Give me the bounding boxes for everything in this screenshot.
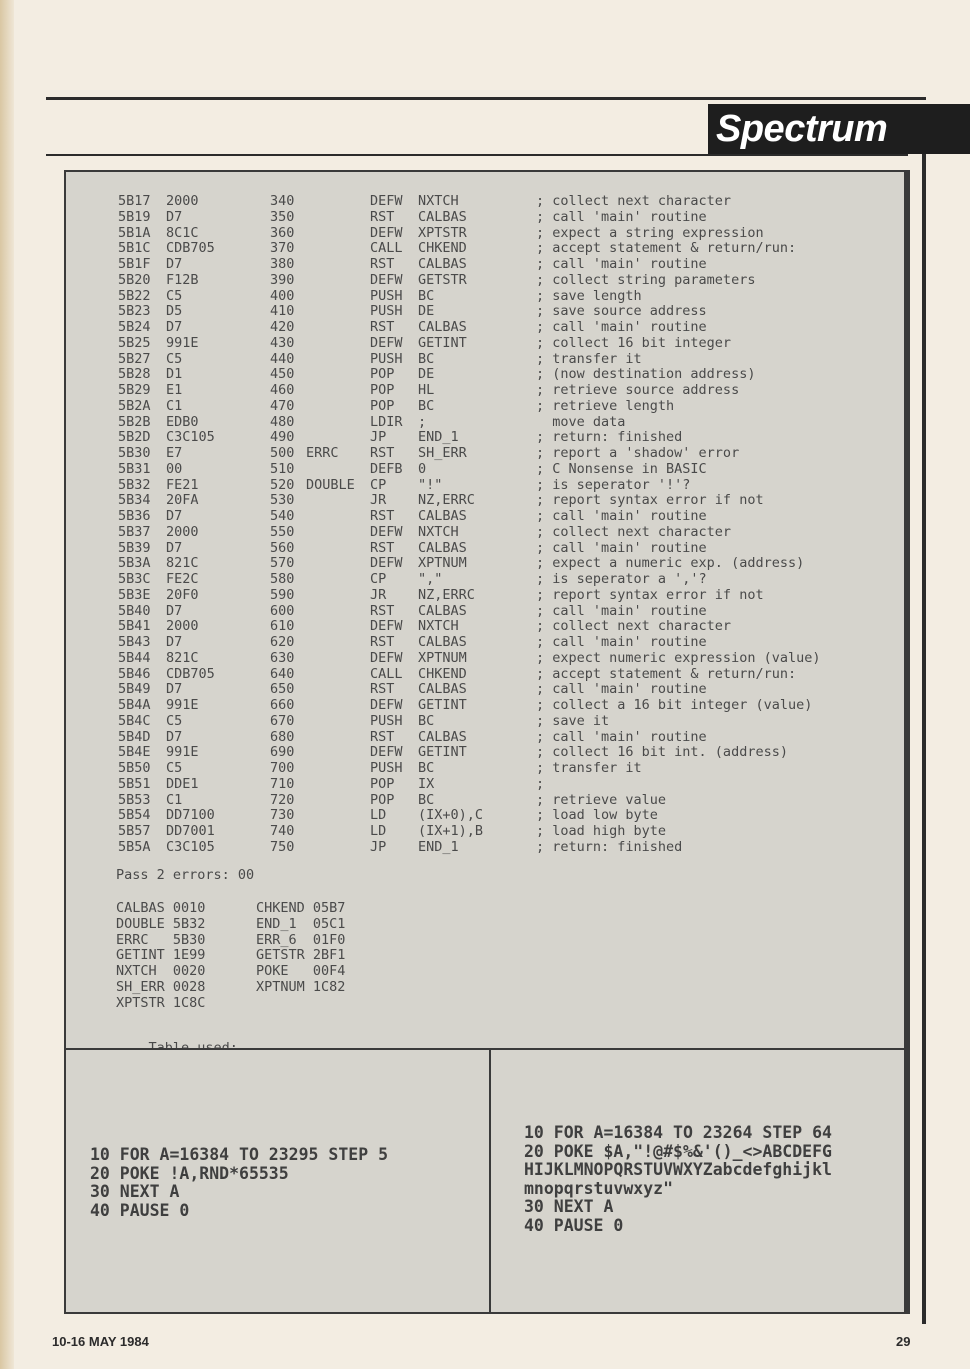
listing-op: DEFW xyxy=(370,697,403,713)
listing-addr: 5B46 xyxy=(118,665,151,682)
listing-line: 420 xyxy=(270,319,295,335)
listing-comment: ; (now destination address) xyxy=(536,366,756,383)
listing-comment: ; retrieve source address xyxy=(536,382,740,398)
listing-op: PUSH xyxy=(370,760,403,776)
listing-comment: ; return: finished xyxy=(536,838,683,855)
listing-op: PUSH xyxy=(370,287,403,304)
listing-comment: ; call 'main' routine xyxy=(536,319,707,335)
listing-line: 350 xyxy=(270,208,295,225)
listing-arg: BC xyxy=(418,287,435,304)
listing-comment: ; call 'main' routine xyxy=(536,508,707,524)
listing-bytes: CDB705 xyxy=(166,240,215,257)
listing-op: JR xyxy=(370,586,387,603)
listing-arg: GETINT xyxy=(418,334,467,351)
listing-arg: BC xyxy=(418,760,435,776)
listing-op: RST xyxy=(370,634,395,650)
listing-comment: ; collect 16 bit integer xyxy=(536,334,732,351)
listing-op: POP xyxy=(370,382,395,398)
listing-arg: CHKEND xyxy=(418,665,467,682)
symbol-entry: GETSTR 2BF1 xyxy=(256,947,346,964)
listing-op: DEFW xyxy=(370,224,403,241)
listing-arg: "," xyxy=(418,571,443,587)
listing-addr: 5B1C xyxy=(118,240,151,257)
listing-line: 480 xyxy=(270,413,295,430)
listing-addr: 5B54 xyxy=(118,807,151,824)
listing-bytes: D7 xyxy=(166,539,183,556)
listing-bytes: C5 xyxy=(166,287,183,304)
listing-comment: ; accept statement & return/run: xyxy=(536,665,797,682)
basic-program-left xyxy=(90,1146,388,1220)
listing-addr: 5B41 xyxy=(118,618,151,635)
listing-op: RST xyxy=(370,681,395,698)
listing-op: POP xyxy=(370,791,395,808)
listing-comment: ; expect numeric expression (value) xyxy=(536,649,821,666)
listing-addr: 5B57 xyxy=(118,823,151,839)
listing-arg: NXTCH xyxy=(418,618,459,635)
listing-bytes: 821C xyxy=(166,649,199,666)
listing-arg: BC xyxy=(418,712,435,729)
listing-addr: 5B4D xyxy=(118,728,151,745)
listing-comment: ; is seperator '!'? xyxy=(536,476,691,493)
listing-comment: ; collect next character xyxy=(536,523,732,540)
listing-comment: ; is seperator a ','? xyxy=(536,571,707,587)
section-banner: Spectrum xyxy=(708,104,970,154)
listing-line: 610 xyxy=(270,618,295,635)
header-rule-lower xyxy=(46,154,908,156)
listing-comment: ; retrieve value xyxy=(536,791,667,808)
listing-arg: GETINT xyxy=(418,697,467,713)
listing-op: DEFB xyxy=(370,460,403,477)
symbol-entry: POKE 00F4 xyxy=(256,963,346,980)
listing-op: LD xyxy=(370,807,387,824)
basic-line: 40 PAUSE 0 xyxy=(90,1200,190,1220)
listing-bytes: E1 xyxy=(166,382,183,398)
listing-comment: ; call 'main' routine xyxy=(536,634,707,650)
listing-arg: CALBAS xyxy=(418,728,467,745)
listing-addr: 5B53 xyxy=(118,791,151,808)
listing-addr: 5B19 xyxy=(118,208,151,225)
listing-addr: 5B34 xyxy=(118,492,151,509)
listing-line: 430 xyxy=(270,334,295,351)
listing-bytes: D7 xyxy=(166,208,183,225)
listing-arg: END_1 xyxy=(418,429,459,446)
listing-bytes: D7 xyxy=(166,681,183,698)
listing-comment: ; collect a 16 bit integer (value) xyxy=(536,697,813,713)
listing-comment: ; call 'main' routine xyxy=(536,602,707,619)
listing-arg: NZ,ERRC xyxy=(418,586,475,603)
listing-line: 690 xyxy=(270,744,295,761)
listing-line: 650 xyxy=(270,681,295,698)
listing-bytes: FE21 xyxy=(166,476,199,493)
symbol-entry: ERRC 5B30 xyxy=(116,931,206,948)
listing-arg: SH_ERR xyxy=(418,445,467,461)
listing-addr: 5B4A xyxy=(118,697,151,713)
listing-arg: GETINT xyxy=(418,744,467,761)
listing-op: RST xyxy=(370,208,395,225)
listing-arg: NXTCH xyxy=(418,193,459,209)
listing-bytes: C5 xyxy=(166,350,183,367)
listing-line: 670 xyxy=(270,712,295,729)
listing-addr: 5B36 xyxy=(118,508,151,524)
listing-bytes: 991E xyxy=(166,744,199,761)
listing-addr: 5B23 xyxy=(118,303,151,320)
listing-comment: ; report syntax error if not xyxy=(536,586,764,603)
listing-bytes: D7 xyxy=(166,256,183,272)
listing-bytes: FE2C xyxy=(166,571,199,587)
listing-arg: BC xyxy=(418,791,435,808)
basic-program-right xyxy=(524,1124,832,1236)
listing-addr: 5B37 xyxy=(118,523,151,540)
listing-op: DEFW xyxy=(370,523,403,540)
listing-op: DEFW xyxy=(370,555,403,572)
listing-comment: ; collect next character xyxy=(536,618,732,635)
listing-bytes: DDE1 xyxy=(166,775,199,792)
listing-line: 750 xyxy=(270,838,295,855)
listing-bytes: DD7100 xyxy=(166,807,215,824)
listing-op: JP xyxy=(370,429,387,446)
listing-line: 540 xyxy=(270,508,295,524)
listing-line: 360 xyxy=(270,224,295,241)
listing-line: 390 xyxy=(270,271,295,288)
listing-op: DEFW xyxy=(370,618,403,635)
listing-line: 490 xyxy=(270,429,295,446)
listing-op: CALL xyxy=(370,240,403,257)
listing-bytes: D7 xyxy=(166,602,183,619)
listing-arg: CHKEND xyxy=(418,240,467,257)
listing-bytes: C5 xyxy=(166,712,183,729)
listing-arg: CALBAS xyxy=(418,508,467,524)
listing-arg: DE xyxy=(418,366,435,383)
symbol-entry: SH_ERR 0028 xyxy=(116,979,206,995)
listing-addr: 5B2B xyxy=(118,413,151,430)
listing-op: RST xyxy=(370,319,395,335)
listing-bytes: 2000 xyxy=(166,618,199,635)
listing-addr: 5B51 xyxy=(118,775,151,792)
listing-op: RST xyxy=(370,256,395,272)
listing-comment: ; collect string parameters xyxy=(536,271,756,288)
listing-line: 570 xyxy=(270,555,295,572)
listing-arg: 0 xyxy=(418,460,427,477)
listing-addr: 5B50 xyxy=(118,760,151,776)
listing-line: 470 xyxy=(270,397,295,414)
listing-addr: 5B2D xyxy=(118,429,151,446)
listing-bytes: 991E xyxy=(166,697,199,713)
listing-bytes: C3C105 xyxy=(166,429,215,446)
basic-line: 30 NEXT A xyxy=(524,1197,614,1217)
listing-bytes: DD7001 xyxy=(166,823,215,839)
program-divider xyxy=(489,1050,491,1314)
symbol-entry: CHKEND 05B7 xyxy=(256,900,346,916)
listing-op: DEFW xyxy=(370,744,403,761)
listing-line: 710 xyxy=(270,775,295,792)
listing-arg: ; xyxy=(418,413,427,430)
listing-line: 600 xyxy=(270,602,295,619)
listing-op: CP xyxy=(370,571,387,587)
listing-addr: 5B2A xyxy=(118,397,151,414)
basic-line: mnopqrstuvwxyz" xyxy=(524,1178,674,1198)
listing-op: RST xyxy=(370,728,395,745)
listing-line: 640 xyxy=(270,665,295,682)
listing-addr: 5B32 xyxy=(118,476,151,493)
listing-addr: 5B17 xyxy=(118,193,151,209)
listing-comment: ; report a 'shadow' error xyxy=(536,445,740,461)
issue-date: 10-16 MAY 1984 xyxy=(52,1334,149,1349)
basic-line: 20 POKE $A,"!@#$%&'()_<>ABCDEFG xyxy=(524,1141,832,1161)
listing-line: 370 xyxy=(270,240,295,257)
listing-addr: 5B29 xyxy=(118,382,151,398)
listing-line: 630 xyxy=(270,649,295,666)
listing-addr: 5B3A xyxy=(118,555,151,572)
listing-addr: 5B39 xyxy=(118,539,151,556)
listing-arg: CALBAS xyxy=(418,681,467,698)
listing-arg: GETSTR xyxy=(418,271,467,288)
listing-bytes: EDB0 xyxy=(166,413,199,430)
listing-addr: 5B31 xyxy=(118,460,151,477)
listing-line: 440 xyxy=(270,350,295,367)
listing-op: PUSH xyxy=(370,712,403,729)
listing-bytes: 00 xyxy=(166,460,183,477)
symbol-entry: XPTSTR 1C8C xyxy=(116,994,206,1011)
symbol-entry: XPTNUM 1C82 xyxy=(256,979,346,995)
listing-comment: ; load high byte xyxy=(536,823,667,839)
listing-bytes: F12B xyxy=(166,271,199,288)
listing-line: 730 xyxy=(270,807,295,824)
listing-line: 660 xyxy=(270,697,295,713)
listing-arg: CALBAS xyxy=(418,319,467,335)
listing-comment: ; expect a numeric exp. (address) xyxy=(536,555,805,572)
assembly-listing xyxy=(64,170,910,1050)
listing-addr: 5B28 xyxy=(118,366,151,383)
listing-addr: 5B4C xyxy=(118,712,151,729)
listing-line: 510 xyxy=(270,460,295,477)
listing-arg: END_1 xyxy=(418,838,459,855)
listing-addr: 5B30 xyxy=(118,445,151,461)
listing-op: RST xyxy=(370,508,395,524)
listing-addr: 5B4E xyxy=(118,744,151,761)
listing-bytes: C3C105 xyxy=(166,838,215,855)
listing-comment: ; call 'main' routine xyxy=(536,539,707,556)
listing-arg: (IX+1),B xyxy=(418,823,484,839)
listing-arg: CALBAS xyxy=(418,634,467,650)
listing-op: RST xyxy=(370,445,395,461)
listing-op: PUSH xyxy=(370,350,403,367)
listing-bytes: 20FA xyxy=(166,492,199,509)
listing-op: POP xyxy=(370,775,395,792)
listing-op: RST xyxy=(370,602,395,619)
listing-comment: ; report syntax error if not xyxy=(536,492,764,509)
listing-comment: ; transfer it xyxy=(536,760,642,776)
listing-addr: 5B43 xyxy=(118,634,151,650)
listing-addr: 5B1F xyxy=(118,256,151,272)
symbol-entry: END_1 05C1 xyxy=(256,915,346,932)
header-rule xyxy=(46,97,926,100)
listing-comment: ; return: finished xyxy=(536,429,683,446)
listing-bytes: 2000 xyxy=(166,193,199,209)
listing-op: DEFW xyxy=(370,334,403,351)
listing-bytes: 2000 xyxy=(166,523,199,540)
listing-arg: BC xyxy=(418,350,435,367)
pass2-errors: Pass 2 errors: 00 xyxy=(116,867,255,883)
listing-arg: CALBAS xyxy=(418,539,467,556)
listing-arg: CALBAS xyxy=(418,256,467,272)
listing-line: 380 xyxy=(270,256,295,272)
listing-arg: (IX+0),C xyxy=(418,807,484,824)
listing-comment: ; save it xyxy=(536,712,610,729)
page-number: 29 xyxy=(896,1334,911,1349)
listing-addr: 5B40 xyxy=(118,602,151,619)
listing-bytes: 8C1C xyxy=(166,224,199,241)
listing-arg: XPTNUM xyxy=(418,649,467,666)
listing-comment: ; xyxy=(536,775,545,792)
listing-label: DOUBLE xyxy=(306,476,355,493)
listing-line: 700 xyxy=(270,760,295,776)
symbol-entry: GETINT 1E99 xyxy=(116,947,206,964)
listing-comment: ; collect next character xyxy=(536,193,732,209)
listing-op: LD xyxy=(370,823,387,839)
listing-line: 740 xyxy=(270,823,295,839)
listing-op: DEFW xyxy=(370,649,403,666)
listing-arg: NXTCH xyxy=(418,523,459,540)
listing-addr: 5B44 xyxy=(118,649,151,666)
listing-comment: ; save length xyxy=(536,287,642,304)
listing-line: 550 xyxy=(270,523,295,540)
listing-bytes: C1 xyxy=(166,397,183,414)
listing-arg: XPTSTR xyxy=(418,224,467,241)
listing-line: 340 xyxy=(270,193,295,209)
symbol-entry: ERR_6 01F0 xyxy=(256,931,346,948)
listing-op: JR xyxy=(370,492,387,509)
listing-arg: CALBAS xyxy=(418,208,467,225)
listing-arg: IX xyxy=(418,775,435,792)
page-edge-shadow xyxy=(0,0,14,1369)
listing-line: 400 xyxy=(270,287,295,304)
basic-line: HIJKLMNOPQRSTUVWXYZabcdefghijkl xyxy=(524,1160,832,1180)
symbol-entry: CALBAS 0010 xyxy=(116,900,206,916)
basic-programs xyxy=(64,1048,910,1314)
column-rule xyxy=(922,154,926,1324)
listing-addr: 5B49 xyxy=(118,681,151,698)
listing-addr: 5B3C xyxy=(118,571,151,587)
listing-line: 450 xyxy=(270,366,295,383)
listing-line: 500 xyxy=(270,445,295,461)
listing-bytes: D7 xyxy=(166,319,183,335)
listing-arg: NZ,ERRC xyxy=(418,492,475,509)
listing-comment: ; retrieve length xyxy=(536,397,675,414)
basic-line: 10 FOR A=16384 TO 23264 STEP 64 xyxy=(524,1123,832,1142)
listing-bytes: CDB705 xyxy=(166,665,215,682)
listing-bytes: C5 xyxy=(166,760,183,776)
listing-bytes: D5 xyxy=(166,303,183,320)
listing-comment: ; accept statement & return/run: xyxy=(536,240,797,257)
listing-comment: ; load low byte xyxy=(536,807,658,824)
symbol-entry: DOUBLE 5B32 xyxy=(116,915,206,932)
listing-op: RST xyxy=(370,539,395,556)
listing-line: 590 xyxy=(270,586,295,603)
listing-arg: BC xyxy=(418,397,435,414)
listing-op: CP xyxy=(370,476,387,493)
listing-comment: ; expect a string expression xyxy=(536,224,764,241)
listing-bytes: E7 xyxy=(166,445,183,461)
listing-line: 720 xyxy=(270,791,295,808)
listing-op: POP xyxy=(370,397,395,414)
basic-line: 40 PAUSE 0 xyxy=(524,1215,624,1235)
listing-addr: 5B3E xyxy=(118,586,151,603)
listing-arg: CALBAS xyxy=(418,602,467,619)
basic-line: 30 NEXT A xyxy=(90,1182,180,1202)
listing-label: ERRC xyxy=(306,445,339,461)
basic-line: 10 FOR A=16384 TO 23295 STEP 5 xyxy=(90,1145,389,1164)
listing-bytes: C1 xyxy=(166,791,183,808)
listing-comment: ; save source address xyxy=(536,303,707,320)
listing-addr: 5B20 xyxy=(118,271,151,288)
listing-arg: "!" xyxy=(418,476,443,493)
listing-op: DEFW xyxy=(370,193,403,209)
listing-addr: 5B5A xyxy=(118,838,151,855)
listing-arg: HL xyxy=(418,382,435,398)
listing-addr: 5B22 xyxy=(118,287,151,304)
listing-op: POP xyxy=(370,366,395,383)
listing-line: 560 xyxy=(270,539,295,556)
listing-op: CALL xyxy=(370,665,403,682)
basic-line: 20 POKE !A,RND*65535 xyxy=(90,1163,289,1183)
listing-addr: 5B1A xyxy=(118,224,151,241)
listing-line: 680 xyxy=(270,728,295,745)
symbol-entry: NXTCH 0020 xyxy=(116,963,206,980)
listing-comment: ; call 'main' routine xyxy=(536,256,707,272)
listing-op: PUSH xyxy=(370,303,403,320)
listing-bytes: 821C xyxy=(166,555,199,572)
listing-arg: XPTNUM xyxy=(418,555,467,572)
listing-bytes: 991E xyxy=(166,334,199,351)
listing-comment: ; call 'main' routine xyxy=(536,681,707,698)
listing-op: DEFW xyxy=(370,271,403,288)
listing-bytes: D7 xyxy=(166,634,183,650)
listing-comment: ; call 'main' routine xyxy=(536,728,707,745)
listing-addr: 5B27 xyxy=(118,350,151,367)
listing-comment: ; call 'main' routine xyxy=(536,208,707,225)
listing-bytes: D7 xyxy=(166,508,183,524)
listing-line: 410 xyxy=(270,303,295,320)
listing-bytes: D1 xyxy=(166,366,183,383)
listing-arg: DE xyxy=(418,303,435,320)
listing-bytes: 20F0 xyxy=(166,586,199,603)
listing-line: 620 xyxy=(270,634,295,650)
listing-comment: ; collect 16 bit int. (address) xyxy=(536,744,788,761)
listing-addr: 5B25 xyxy=(118,334,151,351)
listing-comment: ; C Nonsense in BASIC xyxy=(536,460,707,477)
listing-line: 580 xyxy=(270,571,295,587)
listing-op: JP xyxy=(370,838,387,855)
listing-bytes: D7 xyxy=(166,728,183,745)
listing-comment: move data xyxy=(536,413,626,430)
listing-line: 530 xyxy=(270,492,295,509)
listing-op: LDIR xyxy=(370,413,403,430)
listing-line: 520 xyxy=(270,476,295,493)
listing-addr: 5B24 xyxy=(118,319,151,335)
listing-comment: ; transfer it xyxy=(536,350,642,367)
listing-line: 460 xyxy=(270,382,295,398)
